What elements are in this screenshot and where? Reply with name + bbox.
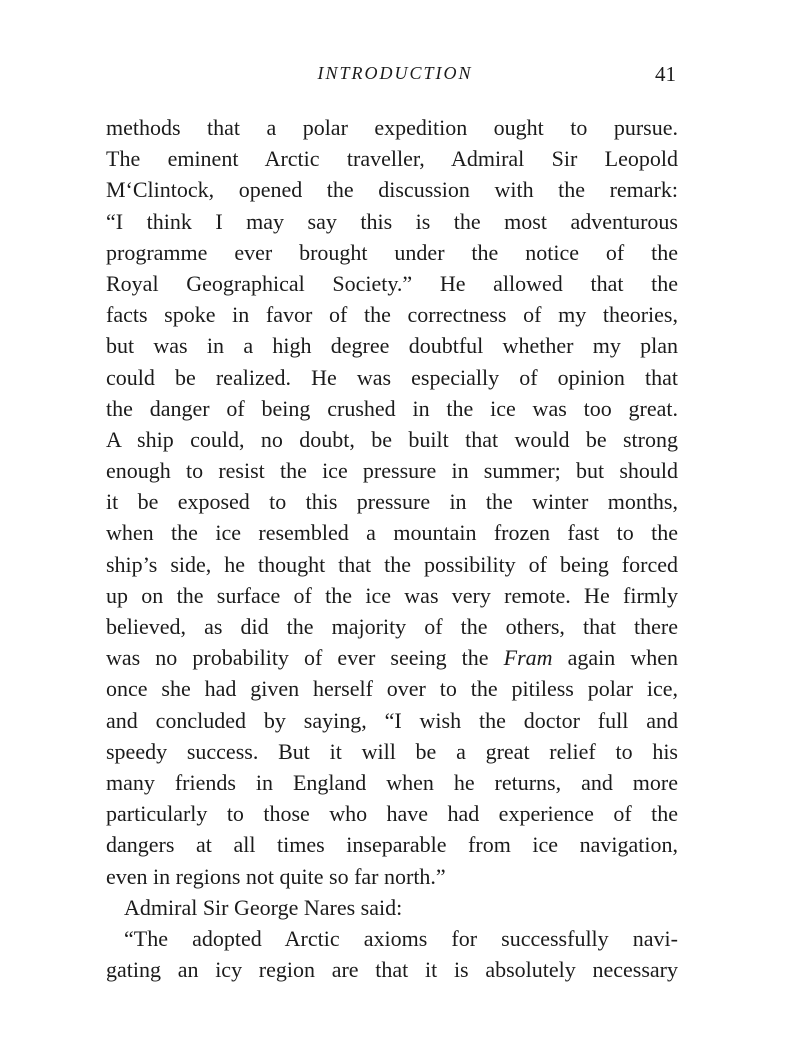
text-line: “I think I may say this is the most adventurous (106, 208, 678, 234)
text-line: when the ice resembled a mountain frozen fast to the (106, 520, 678, 546)
page-number: 41 (655, 62, 676, 86)
text-line: M‘Clintock, opened the discussion with the remark: (106, 177, 678, 203)
text-line: believed, as did the majority of the others, that there (106, 614, 678, 639)
text-line: methods that a polar expedition ought to pursue. (106, 115, 678, 140)
running-title: INTRODUCTION (317, 63, 473, 83)
text-line: programme ever brought under the notice of the (106, 239, 678, 265)
text-line: but was in a high degree doubtful whether my plan (106, 333, 678, 359)
quote-line: “The adopted Arctic axioms for successfully navi- (124, 925, 678, 951)
text-line: A ship could, no doubt, be built that would be strong (106, 426, 678, 452)
text-fragment: was no probability of ever seeing the (106, 645, 504, 671)
ship-name-italic: Fram (503, 645, 553, 671)
text-line: could be realized. He was especially of opinion that (106, 364, 678, 390)
text-line: ship’s side, he thought that the possibility of being forced (106, 551, 678, 577)
text-line: particularly to those who have had experience of the (106, 801, 678, 827)
text-fragment: again when (552, 645, 679, 671)
text-line: up on the surface of the ice was very remote. He firmly (106, 582, 678, 608)
text-line: and concluded by saying, “I wish the doctor full and (106, 707, 678, 733)
text-line: many friends in England when he returns, and more (106, 769, 678, 795)
body-text (106, 112, 678, 985)
text-line-fram (106, 642, 678, 673)
text-line: dangers at all times inseparable from ice navigation, (106, 832, 678, 858)
text-line: once she had given herself over to the pitiless polar ice, (106, 676, 678, 702)
text-line: The eminent Arctic traveller, Admiral Sir Leopold (106, 146, 678, 172)
nares-intro: Admiral Sir George Nares said: (124, 894, 403, 920)
paragraph-last-line: even in regions not quite so far north.” (106, 863, 446, 889)
text-line: enough to resist the ice pressure in summer; but should (106, 458, 678, 484)
page-header (100, 52, 690, 92)
text-line: Royal Geographical Society.” He allowed that the (106, 270, 678, 296)
text-line: facts spoke in favor of the correctness of my theories, (106, 302, 678, 328)
text-line: speedy success. But it will be a great relief to his (106, 738, 678, 764)
text-line: it be exposed to this pressure in the winter months, (106, 489, 678, 515)
quote-line: gating an icy region are that it is absolutely necessary (106, 957, 678, 983)
text-line: the danger of being crushed in the ice was too great. (106, 395, 678, 421)
